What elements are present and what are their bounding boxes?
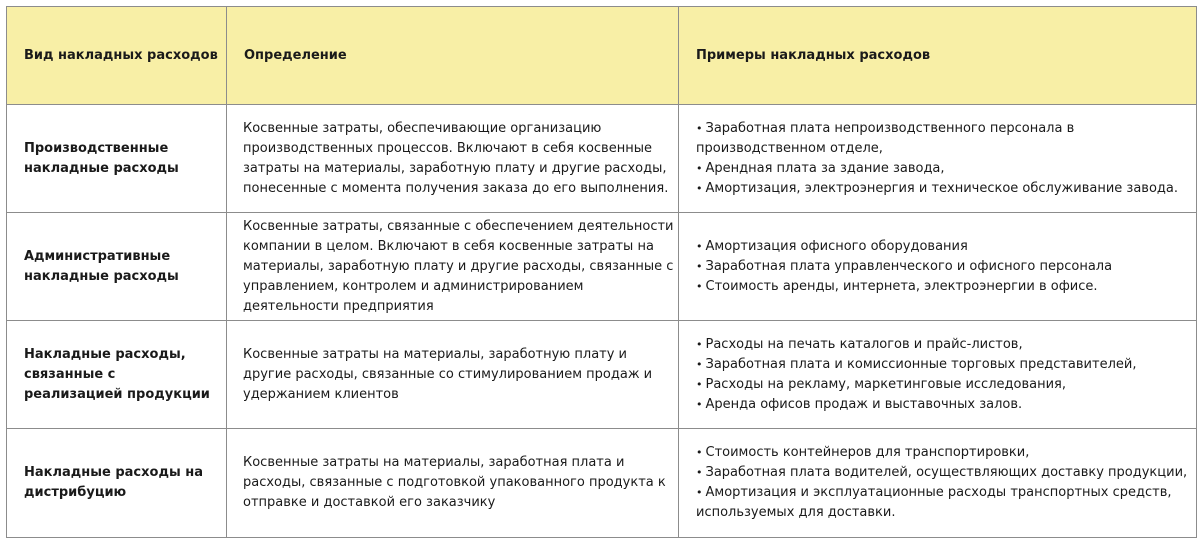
example-text: Заработная плата водителей, осуществляющих доставку продукции, — [705, 465, 1188, 480]
examples-list — [696, 119, 1192, 199]
bullet-icon: • — [696, 259, 703, 273]
examples-cell — [679, 429, 1197, 538]
bullet-icon: • — [696, 446, 703, 459]
example-text: Расходы на печать каталогов и прайс-листов, — [705, 336, 1023, 352]
table-row — [7, 213, 1197, 321]
bullet-icon: • — [696, 279, 703, 293]
example-text: Стоимость контейнеров для транспортировки, — [705, 445, 1030, 460]
list-item — [696, 277, 1192, 297]
bullet-icon: • — [696, 466, 703, 479]
type-cell — [7, 429, 227, 538]
list-item — [696, 395, 1192, 415]
header-examples-text: Примеры накладных расходов — [696, 47, 931, 63]
list-item — [696, 119, 1192, 159]
table-row — [7, 321, 1197, 429]
list-item — [696, 463, 1192, 483]
definition-text: Косвенные затраты, обеспечивающие организацию производственных процессов. Включают в себя косвенные затраты на материалы, заработную плату и другие расходы, понесенные с момента получения заказа до его выполнения. — [243, 120, 669, 196]
example-text: Амортизация, электроэнергия и техническое обслуживание завода. — [705, 180, 1179, 196]
list-item — [696, 443, 1192, 463]
example-text: Заработная плата и комиссионные торговых представителей, — [705, 356, 1137, 372]
example-text: Стоимость аренды, интернета, электроэнергии в офисе. — [705, 278, 1098, 294]
bullet-icon: • — [696, 397, 703, 411]
table-row — [7, 105, 1197, 213]
list-item — [696, 483, 1192, 523]
example-text: Амортизация и эксплуатационные расходы транспортных средств, используемых для доставки. — [696, 485, 1172, 520]
type-text: Накладные расходы на дистрибуцию — [24, 465, 203, 500]
list-item — [696, 179, 1192, 199]
definition-text: Косвенные затраты, связанные с обеспечением деятельности компании в целом. Включают в себя косвенные затраты на материалы, заработную плату и другие расходы, связанные с управлением, контролем и администрированием деятельности предприятия — [243, 218, 674, 314]
examples-cell — [679, 321, 1197, 429]
example-text: Аренда офисов продаж и выставочных залов. — [705, 396, 1023, 412]
bullet-icon: • — [696, 161, 703, 175]
example-text: Заработная плата управленческого и офисного персонала — [705, 258, 1113, 274]
list-item — [696, 237, 1192, 257]
header-type — [7, 7, 227, 105]
examples-cell — [679, 213, 1197, 321]
bullet-icon: • — [696, 239, 703, 253]
example-text: Заработная плата непроизводственного персонала в производственном отделе, — [696, 120, 1075, 156]
list-item — [696, 257, 1192, 277]
type-cell — [7, 213, 227, 321]
examples-list — [696, 335, 1192, 415]
bullet-icon: • — [696, 121, 703, 135]
bullet-icon: • — [696, 337, 703, 351]
list-item — [696, 355, 1192, 375]
examples-cell — [679, 105, 1197, 213]
type-text: Производственные накладные расходы — [24, 140, 179, 176]
type-cell — [7, 105, 227, 213]
definition-text: Косвенные затраты на материалы, заработную плату и другие расходы, связанные со стимулированием продаж и удержанием клиентов — [243, 346, 653, 402]
definition-cell — [227, 213, 679, 321]
header-row — [7, 7, 1197, 105]
header-definition — [227, 7, 679, 105]
definition-cell — [227, 105, 679, 213]
list-item — [696, 159, 1192, 179]
header-definition-text: Определение — [244, 47, 347, 63]
example-text: Арендная плата за здание завода, — [705, 160, 945, 176]
bullet-icon: • — [696, 486, 703, 499]
examples-list — [696, 443, 1192, 523]
bullet-icon: • — [696, 377, 703, 391]
overhead-costs-table — [6, 6, 1197, 538]
definition-cell — [227, 321, 679, 429]
bullet-icon: • — [696, 181, 703, 195]
definition-cell — [227, 429, 679, 538]
list-item — [696, 335, 1192, 355]
type-cell — [7, 321, 227, 429]
type-text: Накладные расходы, связанные с реализацией продукции — [24, 346, 210, 402]
list-item — [696, 375, 1192, 395]
examples-list — [696, 237, 1192, 297]
type-text: Административные накладные расходы — [24, 248, 179, 284]
header-type-text: Вид накладных расходов — [24, 47, 218, 63]
example-text: Амортизация офисного оборудования — [705, 238, 968, 254]
table-row — [7, 429, 1197, 538]
definition-text: Косвенные затраты на материалы, заработная плата и расходы, связанные с подготовкой упакованного продукта к отправке и доставкой его заказчику — [243, 455, 666, 510]
overhead-costs-table-wrapper — [6, 6, 1196, 539]
bullet-icon: • — [696, 357, 703, 371]
example-text: Расходы на рекламу, маркетинговые исследования, — [705, 376, 1066, 392]
header-examples — [679, 7, 1197, 105]
